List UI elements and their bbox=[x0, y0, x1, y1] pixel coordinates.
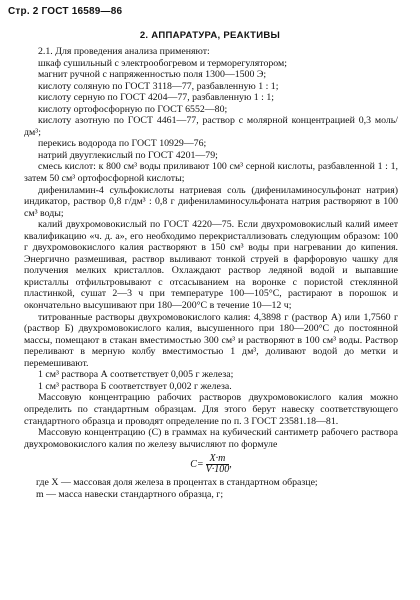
formula-fraction bbox=[206, 454, 230, 475]
where-item: m — масса навески стандартного образца, г; bbox=[36, 488, 224, 500]
formula-lhs: C= bbox=[190, 458, 204, 470]
paragraph: кислоту соляную по ГОСТ 3118—77, разбавленную 1 : 1; bbox=[38, 80, 279, 92]
paragraph: калий двухромовокислый по ГОСТ 4220—75. Если двухромовокислый калий имеет квалификацию «ч. д. а», его необходимо перекристаллизовать следующим образом: 100 г двухромовокислого калия растворяют в 150 см³ воды при нагревании до кипения. Энергично размешивая, раствор выливают тонкой струей в фарфоровую чашку для получения мелких кристаллов. Охлаждают раствор ледяной водой и выпавшие кристаллы отфильтровывают с отсасыванием на воронке с пористой стеклянной пластинкой, сушат 2—3 ч при температуре 100—105°С, растирают в порошок и окончательно высушивают при 180—200°С в течение 10—12 ч; bbox=[24, 219, 398, 312]
where-item: где X — массовая доля железа в процентах в стандартном образце; bbox=[36, 477, 318, 489]
paragraph: 1 см³ раствора А соответствует 0,005 г железа; bbox=[38, 369, 234, 381]
paragraph: титрованные растворы двухромовокислого калия: 4,3898 г (раствор А) или 1,7560 г (раствор Б) двухромовокислого калия, высушенного при 180—200°С до постоянной массы, помещают в стакан вместимостью 300 см³ и растворяют в 100 см³ воды. Раствор переливают в мерную колбу вместимостью 1 дм³, доливают водой до метки и перемешивают. bbox=[24, 311, 398, 369]
paragraph: шкаф сушильный с электрообогревом и терморегулятором; bbox=[38, 57, 288, 69]
paragraph: дифениламин-4 сульфокислоты натриевая соль (дифениламиносульфонат натрия) индикатор, раствор 0,8 г/дм³ : 0,8 г дифениламиносульфоната натрия растворяют в 100 см³ воды; bbox=[24, 184, 398, 219]
paragraph: кислоту серную по ГОСТ 4204—77, разбавленную 1 : 1; bbox=[38, 92, 274, 104]
formula bbox=[24, 454, 398, 475]
section-title: 2. АППАРАТУРА, РЕАКТИВЫ bbox=[139, 30, 281, 41]
formula-denominator: V·100 bbox=[205, 464, 230, 476]
paragraph: Массовую концентрацию рабочих растворов двухромовокислого калия можно определить по стандартным образцам. Для этого берут навеску соответствующего стандартного образца и проводят определение по п. 3 ГОСТ 23581.18—81. bbox=[24, 392, 398, 427]
page-header: Стр. 2 ГОСТ 16589—86 bbox=[8, 6, 123, 17]
formula-end: , bbox=[229, 458, 232, 470]
paragraph: перекись водорода по ГОСТ 10929—76; bbox=[38, 138, 207, 150]
paragraph: 2.1. Для проведения анализа применяют: bbox=[38, 46, 210, 57]
paragraph: магнит ручной с напряженностью поля 1300—1500 Э; bbox=[38, 69, 267, 81]
paragraph: 1 см³ раствора Б соответствует 0,002 г железа. bbox=[38, 380, 232, 392]
paragraph: кислоту ортофосфорную по ГОСТ 6552—80; bbox=[38, 103, 228, 115]
paragraph: кислоту азотную по ГОСТ 4461—77, раствор с молярной концентрацией 0,3 моль/дм³; bbox=[24, 115, 398, 138]
paragraph: натрий двууглекислый по ГОСТ 4201—79; bbox=[38, 149, 218, 161]
document-body bbox=[24, 46, 398, 500]
paragraph: Массовую концентрацию (С) в граммах на кубический сантиметр рабочего раствора двухромовокислого калия по железу вычисляют по формуле bbox=[24, 427, 398, 450]
paragraph: смесь кислот: к 800 см³ воды приливают 100 см³ серной кислоты, разбавленной 1 : 1, затем 50 см³ ортофосфорной кислоты; bbox=[24, 161, 398, 185]
formula-numerator: X·m bbox=[206, 454, 230, 465]
